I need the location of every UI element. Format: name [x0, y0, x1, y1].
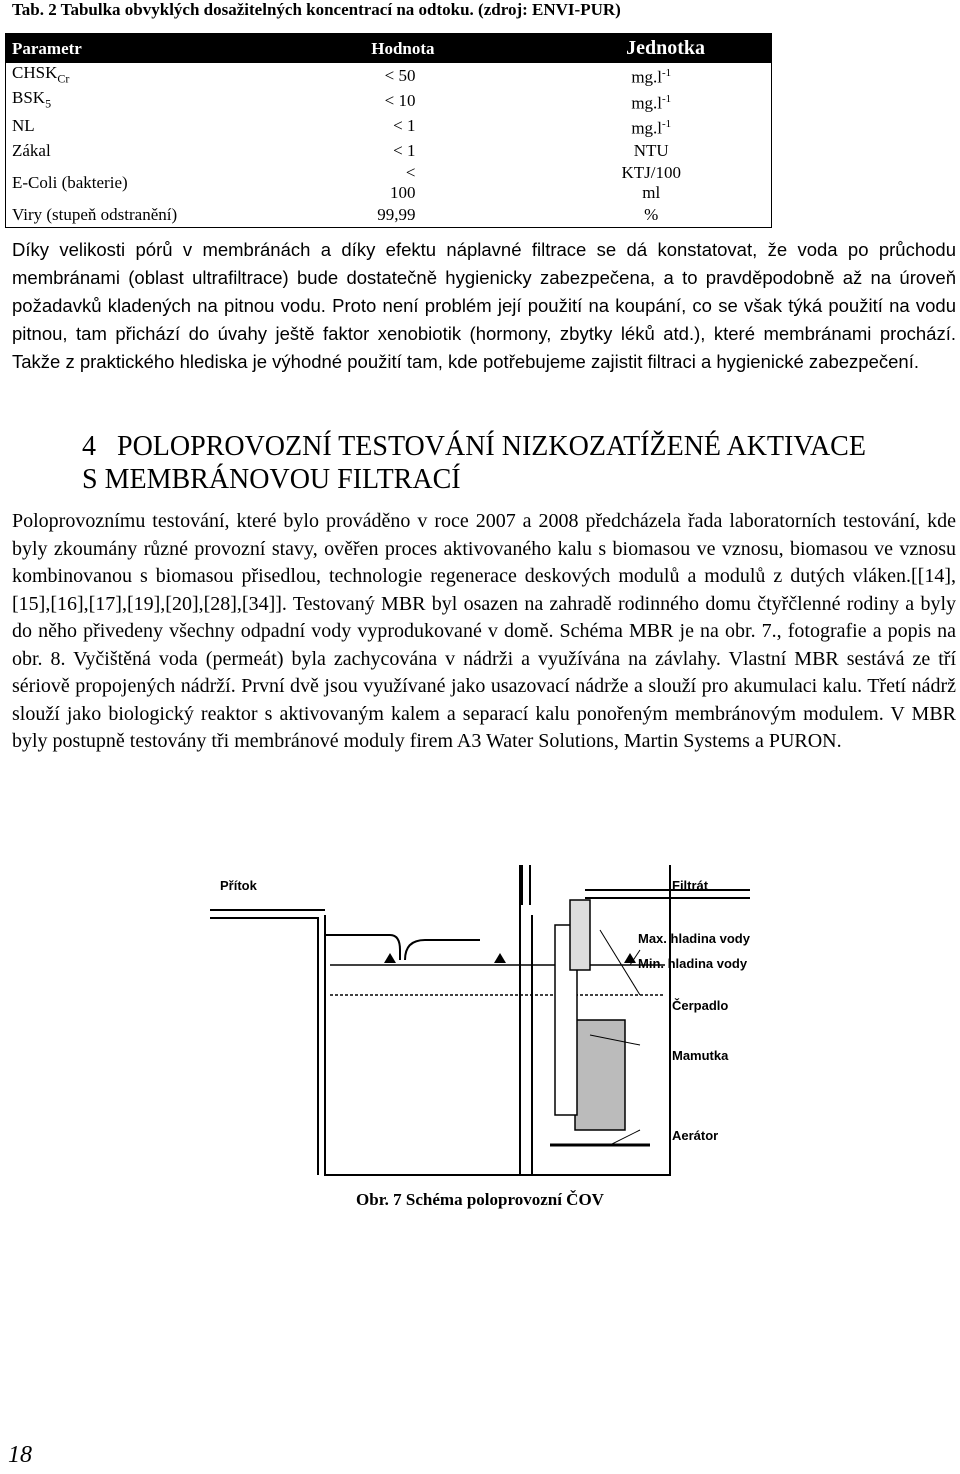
parameter-name: NL	[12, 116, 35, 136]
cell-value: < 10	[384, 91, 416, 111]
cell-parameter	[6, 114, 372, 139]
cell-parameter	[6, 163, 372, 203]
parameter-name: CHSK	[12, 63, 58, 82]
section-title-line1: POLOPROVOZNÍ TESTOVÁNÍ NIZKOZATÍŽENÉ AKTIVACE	[117, 431, 866, 462]
section-title-line2: S MEMBRÁNOVOU FILTRACÍ	[82, 464, 461, 495]
parameter-name: BSK	[12, 88, 46, 108]
unit-text: NTU	[633, 140, 669, 160]
pump	[570, 900, 590, 970]
cell-unit	[616, 88, 772, 113]
table-header-row	[6, 34, 772, 64]
cell-parameter	[6, 203, 372, 228]
label-inlet: Přítok	[220, 878, 257, 893]
cell-value: 99,99	[377, 205, 416, 225]
unit-text: mg.l	[631, 118, 663, 138]
cell-unit	[616, 63, 772, 88]
cell-unit	[616, 203, 772, 228]
table-row	[6, 63, 772, 88]
header-parametr: Parametr	[6, 34, 372, 64]
header-jednotka: Jednotka	[616, 34, 772, 64]
label-pump: Čerpadlo	[672, 998, 729, 1013]
parameter-name: Viry (stupeň odstranění)	[12, 205, 178, 225]
table-caption: Tab. 2 Tabulka obvyklých dosažitelných koncentrací na odtoku. (zdroj: ENVI-PUR)	[12, 0, 621, 19]
cell-unit	[616, 138, 772, 163]
unit-text: %	[644, 205, 659, 225]
cell-value: < 100	[390, 162, 416, 202]
cell-parameter	[6, 138, 372, 163]
section-number: 4	[82, 431, 96, 462]
mbr-schematic-figure	[210, 855, 770, 1185]
header-hodnota: Hodnota	[371, 34, 615, 64]
unit-superscript: -1	[662, 117, 672, 130]
unit-text: KTJ/100 ml	[621, 162, 681, 202]
paragraph-testing: Poloprovoznímu testování, které bylo prováděno v roce 2007 a 2008 předcházela řada laboratorních testování, kde byly zkoumány různé provozní stavy, ověřen proces aktivovaného kalu s biomasou ve vznosu, biomasou ve vznosu kombinovanou s biomasou přisedlou, technologie regenerace deskových modulů a modulů z dutých vláken.[[14],[15],[16],[17],[19],[20],[28],[34]]. Testovaný MBR byl osazen na zahradě rodinného domu čtyřčlenné rodiny a byly do něho přivedeny všechny odpadní vody vyprodukované v domě. Schéma MBR je na obr. 7., fotografie a popis na obr. 8. Vyčištěná voda (permeát) byla zachycována v nádrži a využívána na závlahy. Vlastní MBR sestává ze tří sériově propojených nádrží. První dvě jsou využívané jako usazovací nádrže a slouží pro akumulaci kalu. Třetí nádrž slouží jako biologický reaktor s aktivovaným kalem a separací kalu ponořeným membránovým modulem. V MBR byly postupně testovány tři membránové moduly firem A3 Water Solutions, Martin Systems a PURON.	[12, 510, 956, 752]
label-filtrate: Filtrát	[672, 878, 709, 893]
unit-text: mg.l	[631, 68, 663, 88]
label-min-level: Min. hladina vody	[638, 956, 748, 971]
cell-value: < 1	[393, 140, 416, 160]
unit-superscript: -1	[662, 67, 672, 80]
cell-unit	[616, 163, 772, 203]
page-number: 18	[8, 1442, 32, 1468]
cell-parameter	[6, 63, 372, 88]
cell-value: < 1	[393, 116, 416, 136]
filtrate-pipe	[585, 890, 750, 898]
table-row	[6, 88, 772, 113]
figure-caption: Obr. 7 Schéma poloprovozní ČOV	[356, 1190, 604, 1209]
table-row	[6, 138, 772, 163]
paragraph-membranes: Díky velikosti pórů v membránách a díky efektu náplavné filtrace se dá konstatovat, že voda po průchodu membránami (oblast ultrafiltrace) bude dostatečně hygienicky zabezpečena, a to pravděpodobně až na úroveň požadavků kladených na pitnou vodu. Proto není problém její použití na koupání, co se však týká použití na vodu pitnou, tam přichází do úvahy ještě faktor xenobiotik (hormony, zbytky léků atd.), které membránami prochází. Takže z praktického hlediska je výhodné použití tam, kde potřebujeme zajistit filtraci a hygienické zabezpečení.	[12, 239, 956, 372]
parameter-name: Zákal	[12, 140, 51, 160]
section-heading	[82, 430, 866, 496]
table-row	[6, 114, 772, 139]
unit-superscript: -1	[662, 92, 672, 105]
parameter-name: E-Coli (bakterie)	[12, 172, 128, 192]
unit-text: mg.l	[631, 93, 663, 113]
label-airlift: Mamutka	[672, 1048, 729, 1063]
cell-value: < 50	[384, 65, 416, 85]
cell-parameter	[6, 88, 372, 113]
parameter-subscript: 5	[45, 96, 52, 111]
table-row	[6, 163, 772, 203]
cell-unit	[616, 114, 772, 139]
parameter-subscript: Cr	[57, 71, 70, 86]
label-aerator: Aerátor	[672, 1128, 719, 1143]
label-max-level: Max. hladina vody	[638, 931, 750, 946]
table-row	[6, 203, 772, 228]
concentration-table	[5, 33, 772, 228]
